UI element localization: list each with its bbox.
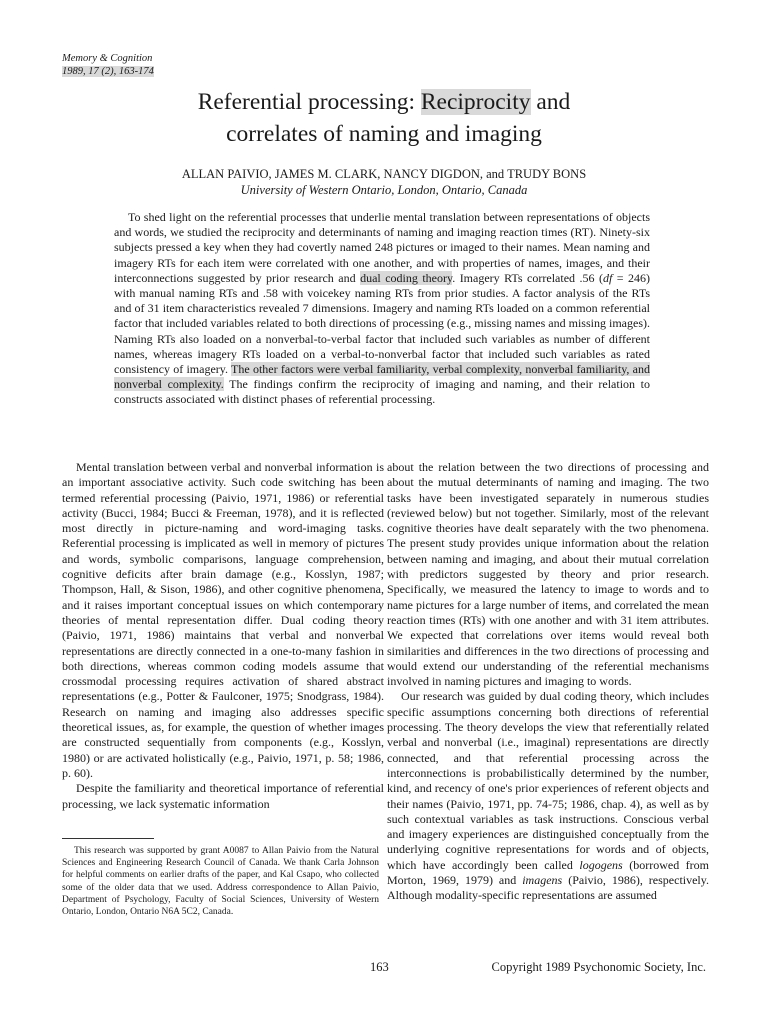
author-block	[60, 166, 708, 198]
abstract: To shed light on the referential processes that underlie mental translation between representations of objects and words, we studied the reciprocity and determinants of naming and imaging reaction times (RT). Ninety-six subjects pressed a key when they had covertly named 248 pictures or imaged to their names. Mean naming and imagery RTs for each item were correlated with one another, and with properties of names, images, and their interconnections suggested by prior research and dual coding theory. Imagery RTs correlated .56 (df = 246) with manual naming RTs and .58 with voicekey naming RTs from prior studies. A factor analysis of the RTs and of 31 item characteristics revealed 7 dimensions. Imagery and naming RTs loaded on a common referential factor that included variables related to both directions of processing (e.g., missing names and missing images). Naming RTs also loaded on a nonverbal-to-verbal factor that included such variables as number of different names, whereas imagery RTs loaded on a verbal-to-nonverbal factor that included such variables as rated consistency of imagery. The other factors were verbal familiarity, verbal complexity, nonverbal familiarity, and nonverbal complexity. The findings confirm the reciprocity of imaging and naming, and their relation to constructs associated with distinct phases of referential processing.	[114, 210, 650, 407]
journal-name: Memory & Cognition	[62, 53, 153, 64]
body-paragraph: Mental translation between verbal and nonverbal information is an important associative activity. Such code switching has been termed referential processing (Paivio, 1971, 1986) or referential activity (Bucci, 1984; Bucci & Freeman, 1978), and it is reflected most directly in picture-naming and word-imaging tasks. Referential processing is implicated as well in memory of pictures and words, symbolic comparisons, language comprehension, cognitive deficits after brain damage (e.g., Kosslyn, 1987; Thompson, Hall, & Sison, 1986), and other cognitive phenomena, and it raises important conceptual issues on which contemporary theories of mental representation differ. Dual coding theory (Paivio, 1971, 1986) maintains that verbal and nonverbal representations are directly connected in a one-to-many fashion in both directions, whereas common coding models assume that crossmodal processing requires activation of shared abstract representations (e.g., Potter & Faulconer, 1975; Snodgrass, 1984). Research on naming and imaging also addresses specific theoretical issues, as, for example, the question of whether images are constructed sequentially from components (e.g., Kosslyn, 1980) or are activated holistically (e.g., Paivio, 1971, p. 58; 1986, p. 60).	[62, 460, 384, 780]
footnote: This research was supported by grant A0087 to Allan Paivio from the Natural Sciences and Engineering Research Council of Canada. We thank Carla Johnson for helpful comments on earlier drafts of the paper, and Kal Csapo, who collected some of the older data that we used. Address correspondence to Allan Paivio, Department of Psychology, Faculty of Social Sciences, University of Western Ontario, London, Ontario N6A 5C2, Canada.	[62, 846, 379, 918]
paper-title	[100, 86, 668, 150]
title-highlight: Reciprocity	[420, 89, 531, 115]
body-paragraph: Despite the familiarity and theoretical importance of referential processing, we lack systematic information	[62, 781, 384, 811]
footnote-divider	[62, 838, 154, 839]
page-number: 163	[370, 960, 389, 974]
journal-citation: 1989, 17 (2), 163-174	[62, 66, 154, 77]
title-line-2: correlates of naming and imaging	[226, 121, 542, 147]
journal-header	[62, 52, 154, 78]
body-paragraph: Our research was guided by dual coding theory, which includes specific assumptions concerning both directions of referential processing. The theory develops the view that referentially related verbal and nonverbal (i.e., imaginal) representations are directly connected, and that referential processing across the interconnections is probabilistically determined by the number, kind, and recency of one's prior experiences of referent objects and their names (Paivio, 1971, pp. 74-75; 1986, chap. 4), as well as by such contextual variables as task instructions. Conscious verbal and imagery experiences are distinguished conceptually from the underlying cognitive representations for words and of objects, which have accordingly been called logogens (borrowed from Morton, 1969, 1979) and imagens (Paivio, 1986), respectively. Although modality-specific representations are assumed	[387, 689, 710, 903]
affiliation: University of Western Ontario, London, Ontario, Canada	[240, 183, 528, 197]
abstract-highlight-2: The other factors were verbal familiarity, verbal complexity, nonverbal familiarity, and nonverbal complexity.	[114, 362, 650, 392]
body-paragraph: about the relation between the two directions of processing and about the mutual determinants of naming and imaging. The two tasks have been investigated separately in numerous studies (reviewed below) but not together. Similarly, most of the relevant cognitive theories have dealt separately with the two phenomena. The present study provides unique information about the relation between naming and imaging, and about their mutual correlation with predictors suggested by theory and prior research. Specifically, we measured the latency to image to words and to name pictures for a large number of items, and correlated the mean reaction times (RTs) with one another and with 31 item attributes. We expected that correlations over items would reveal both similarities and differences in the two directions of processing and would extend our understanding of the referential mechanisms involved in naming pictures and imaging to words.	[387, 460, 709, 689]
title-line-1: Referential processing: Reciprocity and	[197, 89, 571, 115]
author-list: ALLAN PAIVIO, JAMES M. CLARK, NANCY DIGDON, and TRUDY BONS	[181, 167, 587, 181]
body-column-left	[62, 460, 384, 812]
abstract-highlight-1: dual coding theory	[360, 270, 453, 285]
copyright-notice: Copyright 1989 Psychonomic Society, Inc.	[491, 960, 706, 974]
body-column-right	[387, 460, 709, 904]
